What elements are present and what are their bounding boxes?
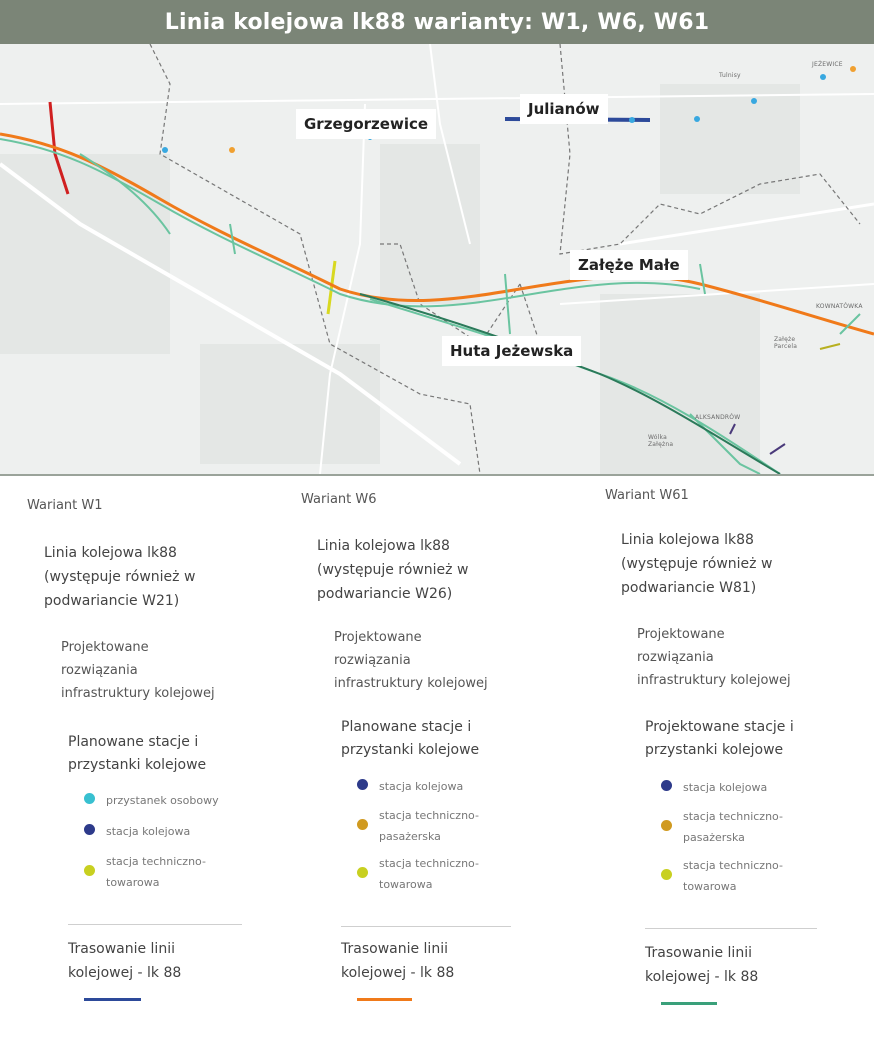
legend-item (357, 776, 463, 797)
stations-title: Planowane stacje i przystanki kolejowe (341, 719, 480, 758)
divider (645, 928, 817, 929)
trace-title: Trasowanie linii kolejowej - lk 88 (68, 941, 182, 981)
line-title: Linia kolejowa lk88 (występuje również w podwariancie W21) (44, 545, 196, 609)
trace-swatch (357, 998, 412, 1001)
stations-title: Planowane stacje i przystanki kolejowe (68, 734, 207, 773)
line-title: Linia kolejowa lk88 (występuje również w podwariancie W26) (317, 538, 469, 602)
legend-item (357, 805, 479, 847)
legend-item-label: stacja techniczno- pasażerska (379, 809, 479, 843)
legend-item-label: stacja techniczno- towarowa (683, 859, 783, 893)
trace-title: Trasowanie linii kolejowej - lk 88 (341, 941, 455, 981)
legend-item-label: stacja kolejowa (379, 780, 464, 793)
variant-title: Wariant W1 (27, 498, 103, 513)
stations-title: Projektowane stacje i przystanki kolejowe (645, 719, 794, 758)
station-dot-icon (84, 824, 95, 835)
place-label-tulnisy: Tulnisy (719, 72, 741, 79)
legend-item (661, 806, 783, 848)
station-dot-icon (357, 779, 368, 790)
legend-item (357, 853, 479, 895)
legend-item (661, 777, 767, 798)
infra-title: Projektowane rozwiązania infrastruktury kolejowej (61, 640, 215, 701)
trace-swatch (661, 1002, 717, 1005)
divider (68, 924, 242, 925)
page-title: Linia kolejowa lk88 warianty: W1, W6, W61 (0, 0, 874, 44)
legend-item-label: stacja techniczno- pasażerska (683, 810, 783, 844)
variant-title: Wariant W6 (301, 492, 377, 507)
place-label-kownatowka: KOWNATÓWKA (816, 303, 863, 310)
station-dot-icon (84, 865, 95, 876)
map-canvas (0, 44, 874, 474)
place-label-alksandrow: ALKSANDRÓW (695, 414, 741, 421)
trace-swatch (84, 998, 141, 1001)
legend-item-label: stacja kolejowa (106, 825, 191, 838)
legend-item-label: przystanek osobowy (106, 794, 219, 807)
map[interactable] (0, 44, 874, 474)
legend-item-label: stacja kolejowa (683, 781, 768, 794)
place-label-zaleze-parcela: Załęże Parcela (774, 336, 798, 350)
place-label-grzegorzewice: Grzegorzewice (296, 109, 436, 139)
station-dot-icon (661, 780, 672, 791)
place-label-wolka-zalezna: Wólka Załężna (648, 434, 674, 448)
place-label-jezewice: JEŻEWICE (812, 61, 843, 68)
station-dot-icon (357, 819, 368, 830)
legend-item (84, 851, 206, 893)
place-label-zaleze-male: Załęże Małe (570, 250, 688, 280)
trace-title: Trasowanie linii kolejowej - lk 88 (645, 945, 759, 985)
station-dot-icon (661, 820, 672, 831)
legend-item (661, 855, 783, 897)
legend-item-label: stacja techniczno- towarowa (106, 855, 206, 889)
map-divider (0, 474, 874, 476)
legend-item-label: stacja techniczno- towarowa (379, 857, 479, 891)
station-dot-icon (661, 869, 672, 880)
variant-title: Wariant W61 (605, 488, 689, 503)
place-label-huta-jezewska: Huta Jeżewska (442, 336, 581, 366)
divider (341, 926, 511, 927)
legend-item (84, 790, 219, 811)
legend-item (84, 821, 190, 842)
station-dot-icon (357, 867, 368, 878)
infra-title: Projektowane rozwiązania infrastruktury kolejowej (334, 630, 488, 691)
line-title: Linia kolejowa lk88 (występuje również w podwariancie W81) (621, 532, 773, 596)
infra-title: Projektowane rozwiązania infrastruktury kolejowej (637, 627, 791, 688)
place-label-julianow: Julianów (520, 94, 608, 124)
station-dot-icon (84, 793, 95, 804)
